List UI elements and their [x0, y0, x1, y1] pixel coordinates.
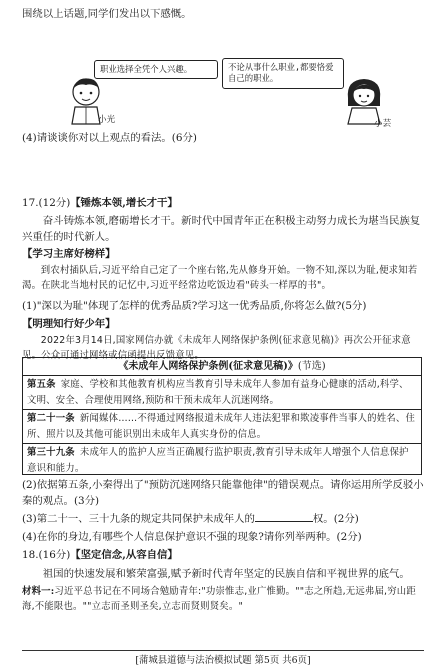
question-18-material-1 [22, 585, 424, 614]
regulation-title-note: (节选) [297, 361, 326, 372]
speech-bubble-right [222, 58, 344, 89]
question-17-2: (2)依据第五条,小秦得出了"预防沉迷网络只能靠他律"的错误观点。请你运用所学反驳小秦的观点。(3分) [22, 479, 424, 508]
article-number: 第二十一条 [27, 413, 75, 424]
page-footer: [蒲城县道德与法治模拟试题 第5页 共6页] [135, 655, 311, 666]
article-21 [23, 410, 421, 444]
speech-text-left: 职业选择全凭个人兴趣。 [100, 64, 193, 74]
question-17-intro: 奋斗铸炼本领,磨砺增长才干。新时代中国青年正在积极主动努力成长为堪当民族复兴重任的时代新人。 [22, 215, 421, 244]
material-regulation-news: 2022年3月14日,国家网信办就《未成年人网络保护条例(征求意见稿)》再次公开征求意见。公众可通过网络或信函提出反馈意见。 [22, 335, 411, 361]
section-heading-law: 【明理知行好少年】 [22, 318, 116, 330]
material-label: 材料一: [22, 586, 55, 597]
regulation-title [23, 358, 421, 376]
footer-divider [22, 650, 424, 651]
question-17-3-post: 权。(2分) [312, 513, 359, 525]
answer-blank[interactable] [255, 511, 313, 522]
question-17-4: (4)在你的身边,有哪些个人信息保护意识不强的现象?请你列举两种。(2分) [22, 531, 362, 543]
question-18-heading [22, 547, 424, 563]
article-text: 未成年人的监护人应当正确履行监护职责,教育引导未成年人增强个人信息保护意识和能力。 [27, 447, 409, 474]
article-5 [23, 376, 421, 410]
section-heading-study: 【学习主席好榜样】 [22, 248, 116, 260]
character-name-right: 小芸 [374, 119, 392, 129]
material-xi-jinping: 到农村插队后,习近平给自己定了一个座右铭,先从修身开始。一物不知,深以为耻,便求知若渴。在陕北当地村民的记忆中,习近平经常边吃饭边看"砖头一样厚的书"。 [22, 265, 418, 291]
question-18-title: 【坚定信念,从容自信】 [70, 549, 178, 561]
character-name-left: 小光 [98, 115, 116, 125]
question-18-intro: 祖国的快速发展和繁荣富强,赋予新时代青年坚定的民族自信和平视世界的底气。 [42, 568, 410, 580]
question-17-title: 【锤炼本领,增长才干】 [70, 197, 178, 209]
question-18-number: 18.(16分) [22, 549, 71, 561]
question-17-heading [22, 195, 424, 211]
regulation-excerpt-box [22, 357, 422, 475]
article-text: 新闻媒体……不得通过网络报道未成年人违法犯罪和欺凌事件当事人的姓名、住所、照片以及其他可能识别出未成年人真实身份的信息。 [27, 413, 416, 440]
question-17-number: 17.(12分) [22, 197, 71, 209]
question-17-1: (1)"深以为耻"体现了怎样的优秀品质?学习这一优秀品质,你将怎么做?(5分) [22, 300, 367, 312]
question-16-4: (4)请谈谈你对以上观点的看法。(6分) [22, 132, 197, 144]
speech-text-right: 不论从事什么职业,都要恪爱自己的职业。 [228, 62, 334, 84]
intro-line: 围绕以上话题,同学们发出以下感慨。 [22, 8, 192, 20]
regulation-title-text: 《未成年人网络保护条例(征求意见稿)》 [118, 361, 298, 372]
question-17-3-pre: (3)第二十一、三十九条的规定共同保护未成年人的 [22, 513, 255, 525]
question-17-3 [22, 511, 424, 527]
article-number: 第三十九条 [27, 447, 75, 458]
speech-bubble-left [94, 60, 218, 79]
article-text: 家庭、学校和其他教育机构应当教育引导未成年人参加有益身心健康的活动,科学、文明、安全、合理使用网络,预防和干预未成年人沉迷网络。 [27, 379, 409, 406]
material-text: 习近平总书记在不同场合勉励青年:"功崇惟志,业广惟勤。""志之所趋,无远弗届,穷山距海,不能限也。""立志而圣则圣矣,立志而贤则贤矣。" [22, 586, 416, 612]
article-number: 第五条 [27, 379, 56, 390]
article-39 [23, 444, 421, 477]
